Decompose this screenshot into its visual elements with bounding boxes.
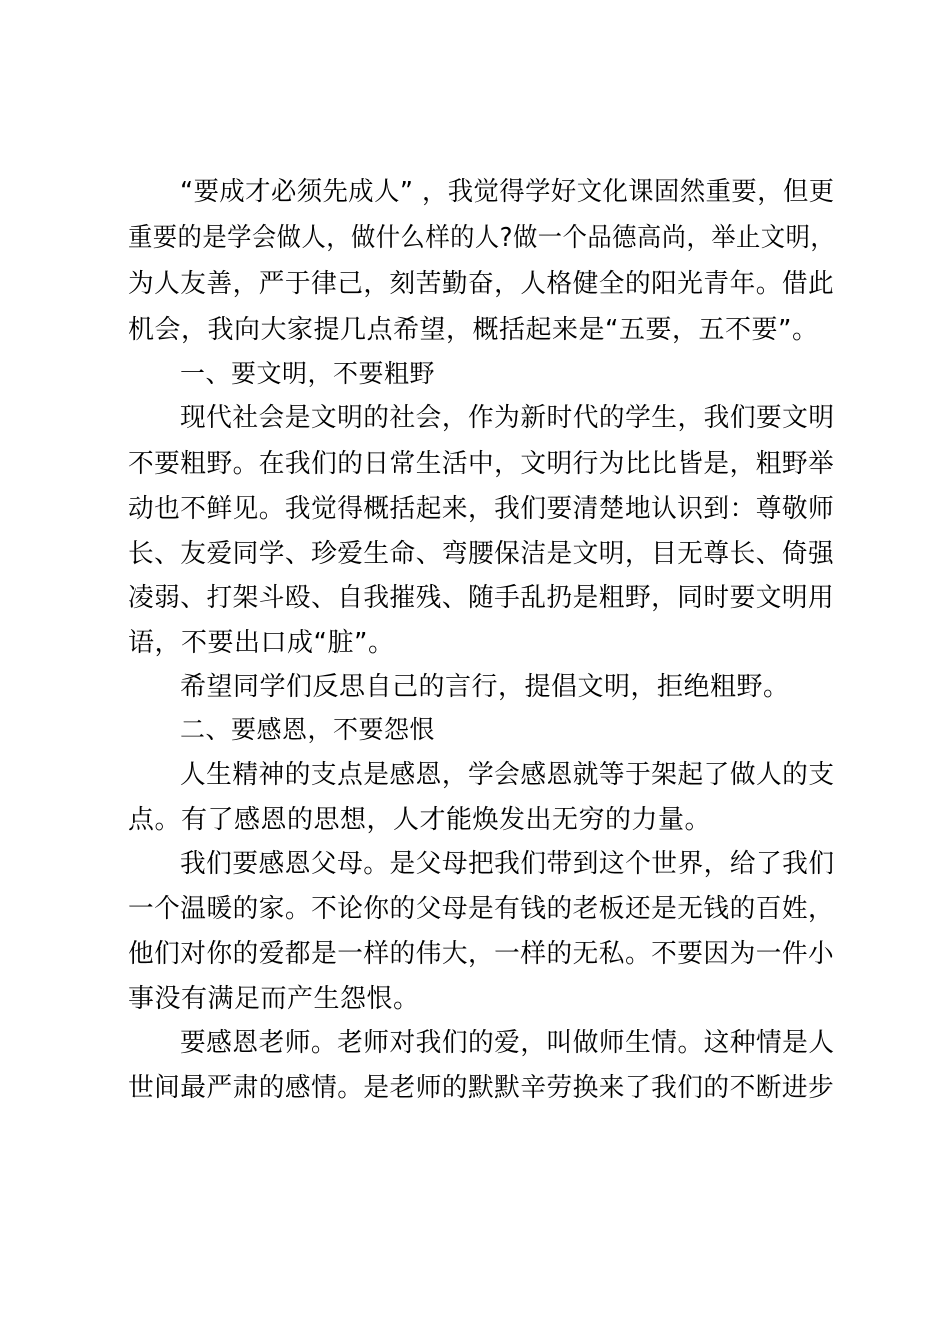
paragraph-line: 不要粗野。在我们的日常生活中，文明行为比比皆是，粗野举 xyxy=(128,449,835,479)
paragraph-line: 人生精神的支点是感恩，学会感恩就等于架起了做人的支 xyxy=(180,760,835,790)
paragraph-line: 凌弱、打架斗殴、自我摧残、随手乱扔是粗野，同时要文明用 xyxy=(128,583,835,613)
paragraph-line: 为人友善，严于律己，刻苦勤奋，人格健全的阳光青年。借此 xyxy=(128,269,835,299)
paragraph-line: 他们对你的爱都是一样的伟大，一样的无私。不要因为一件小 xyxy=(128,939,835,969)
paragraph-line: 语，不要出口成“脏”。 xyxy=(128,628,395,658)
paragraph-line: 一个温暖的家。不论你的父母是有钱的老板还是无钱的百姓， xyxy=(128,894,835,924)
paragraph-line: 我们要感恩父母。是父母把我们带到这个世界，给了我们 xyxy=(180,849,835,879)
paragraph-line: 世间最严肃的感情。是老师的默默辛劳换来了我们的不断进步 xyxy=(128,1073,835,1103)
section-heading: 一、要文明，不要粗野 xyxy=(180,359,436,388)
paragraph-line: “要成才必须先成人” ，我觉得学好文化课固然重要，但更 xyxy=(180,177,835,207)
paragraph-line: 长、友爱同学、珍爱生命、弯腰保洁是文明，目无尊长、倚强 xyxy=(128,539,835,569)
paragraph-line: 希望同学们反思自己的言行，提倡文明，拒绝粗野。 xyxy=(180,672,790,702)
section-heading: 二、要感恩，不要怨恨 xyxy=(180,715,436,744)
paragraph-line: 要感恩老师。老师对我们的爱，叫做师生情。这种情是人 xyxy=(180,1028,835,1058)
paragraph-line: 重要的是学会做人，做什么样的人?做一个品德高尚，举止文明， xyxy=(128,223,836,253)
paragraph-line: 机会，我向大家提几点希望，概括起来是“五要，五不要”。 xyxy=(128,315,819,345)
paragraph-line: 事没有满足而产生怨恨。 xyxy=(128,984,420,1014)
paragraph-line: 动也不鲜见。我觉得概括起来，我们要清楚地认识到：尊敬师 xyxy=(128,494,835,524)
paragraph-line: 现代社会是文明的社会，作为新时代的学生，我们要文明 xyxy=(180,403,835,433)
paragraph-line: 点。有了感恩的思想，人才能焕发出无穷的力量。 xyxy=(128,805,712,835)
